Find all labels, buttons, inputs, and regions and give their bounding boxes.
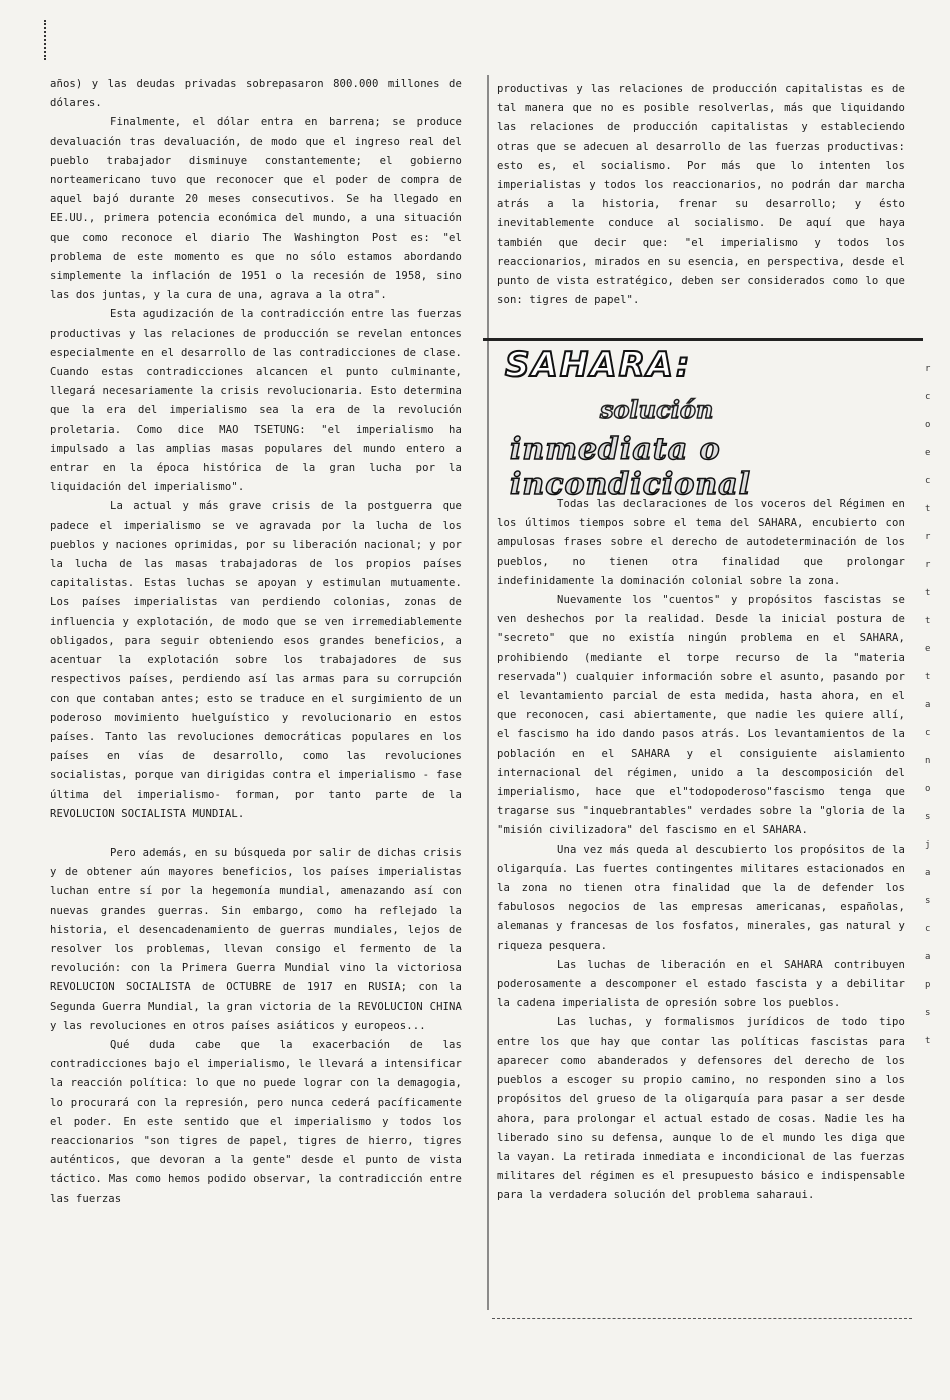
margin-glyph: a — [925, 700, 931, 710]
margin-glyph: e — [925, 448, 931, 458]
margin-glyph: r — [925, 364, 931, 374]
margin-glyph: e — [925, 644, 931, 654]
paragraph: Pero además, en su búsqueda por salir de dichas crisis y de obtener aún mayores beneficios, los países imperialistas luchan entre sí por la hegemonía mundial, amenazando así con nuevas grandes guerras. Sin embargo, como ha reflejado la historia, el desencadenamiento de guerras mundiales, lejos de resolver los problemas, llevan consigo el fermento de la revolución: con la Primera Guerra Mundial vino la victoriosa REVOLUCION SOCIALISTA de OCTUBRE de 1917 en RUSIA; con la Segunda Guerra Mundial, la gran victoria de la REVOLUCION CHINA y las revoluciones en otros países asiáticos y europeos... — [50, 846, 462, 1032]
paragraph: Todas las declaraciones de los voceros del Régimen en los últimos tiempos sobre el tema del SAHARA, encubierto con ampulosas frases sobre el derecho de autodeterminación de los pueblos, no tienen otra finalidad que prolongar indefinidamente la dominación colonial sobre la zona. — [497, 498, 905, 587]
margin-glyph: c — [925, 476, 931, 486]
margin-glyph: s — [925, 1008, 931, 1018]
section-divider — [483, 338, 923, 341]
scan-artifact-line — [492, 1318, 912, 1321]
paragraph: Nuevamente los "cuentos" y propósitos fascistas se ven deshechos por la realidad. Desde la inicial postura de "secreto" que no existía ningún problema en el SAHARA, prohibiendo (mediante el torpe recurso de la "materia reservada") cualquier información sobre el asunto, pasando por el levantamiento parcial de esta medida, hasta ahora, en el que reconocen, casi abiertamente, que nadie les quiere allí, el fascismo ha ido dando pasos atrás. Los levantamientos de la población en el SAHARA y el consiguiente aislamiento internacional del régimen, unido a la descomposición del imperialismo, hace que el"todopoderoso"fascismo tenga que tragarse sus "inquebrantables" verdades sobre la "gloria de la "misión civilizadora" del fascismo en el SAHARA. — [497, 594, 905, 837]
margin-glyph: a — [925, 952, 931, 962]
margin-glyph: a — [925, 868, 931, 878]
right-column-top — [497, 80, 905, 310]
right-column-bottom — [497, 495, 905, 1206]
margin-glyph: o — [925, 420, 931, 430]
scan-artifact-mark — [44, 20, 49, 60]
margin-glyph: c — [925, 392, 931, 402]
paragraph: Una vez más queda al descubierto los propósitos de la oligarquía. Las fuertes contingentes militares estacionados en la zona no tienen otra finalidad que la de defender los fabulosos negocios de las empresas americanas, españolas, alemanas y francesas de los fosfatos, minerales, gas natural y riqueza pesquera. — [497, 843, 905, 952]
paragraph: Las luchas de liberación en el SAHARA contribuyen poderosamente a descomponer el estado fascista y a debilitar la cadena imperialista de opresión sobre los pueblos. — [497, 958, 905, 1010]
paragraph: productivas y las relaciones de producción capitalistas es de tal manera que no es posible resolverlas, más que liquidando las relaciones de producción capitalistas y estableciendo otras que se adecuen al desarrollo de las fuerzas productivas: esto es, el socialismo. Por más que lo intenten los imperialistas y todos los reaccionarios, no podrán dar marcha atrás a la historia, frenar su desarrollo; y ésto inevitablemente conduce al socialismo. De aquí que haya también que decir que: "el imperialismo y todos los reaccionarios, mirados en su esencia, en perspectiva, desde el punto de vista estratégico, deben ser considerados como lo que son: tigres de papel". — [497, 83, 905, 307]
column-divider — [487, 75, 489, 1310]
margin-glyph: s — [925, 812, 931, 822]
margin-glyph: t — [925, 504, 931, 514]
margin-bleed-through-text — [925, 355, 950, 1055]
margin-glyph: r — [925, 560, 931, 570]
margin-glyph: c — [925, 924, 931, 934]
margin-glyph: c — [925, 728, 931, 738]
margin-glyph: o — [925, 784, 931, 794]
paragraph: La actual y más grave crisis de la postguerra que padece el imperialismo se ve agravada por la lucha de los pueblos y naciones oprimidas, por su liberación nacional; y por la lucha de las masas trabajadoras de los propios países capitalistas. Estas luchas se apoyan y estimulan mutuamente. Los países imperialistas van perdiendo colonias, zonas de influencia y explotación, de modo que se ven irremediablemente obligados, para seguir obteniendo esos grandes beneficios, a acentuar la explotación sobre los trabajadores de sus respectivos países, perdiendo así las armas para su corrupción con que contaban antes; esto se traduce en el surgimiento de un poderoso movimiento huelguístico y revolucionario en estos países. Tanto las revoluciones democráticas populares en los países en vías de desarrollo, como las revoluciones socialistas, porque van dirigidas contra el imperialismo - fase última del imperialismo- forman, por tanto parte de la REVOLUCION SOCIALISTA MUNDIAL. — [50, 500, 462, 820]
margin-glyph: t — [925, 672, 931, 682]
margin-glyph: r — [925, 532, 931, 542]
sahara-heading-title: SAHARA: — [505, 345, 692, 385]
margin-glyph: p — [925, 980, 931, 990]
margin-glyph: t — [925, 588, 931, 598]
paragraph: Las luchas, y formalismos jurídicos de todo tipo entre los que hay que contar las políticas fascistas para aparecer como abanderados y defensores del derecho de los pueblos a escoger su propio camino, no responden sino a los propósitos del grueso de la oligarquía para pasar a ser desde ahora, para prolongar el actual estado de cosas. Nadie les ha liberado sino su defensa, aunque lo de el mundo les diga que la vayan. La retirada inmediata e incondicional de las fuerzas militares del régimen es el presupuesto básico e indispensable para la verdadera solución del problema saharaui. — [497, 1016, 905, 1202]
paragraph: Esta agudización de la contradicción entre las fuerzas productivas y las relaciones de producción se revelan entonces especialmente en el desarrollo de las contradicciones de clase. Cuando estas contradicciones alcancen el punto culminante, llegará necesariamente la crisis revolucionaria. Esto determina que la era del imperialismo sea la era de la revolución proletaria. Como dice MAO TSETUNG: "el imperialismo ha impulsado a las amplias masas populares del mundo entero a entrar en la época histórica de la gran lucha por la liquidación del imperialismo". — [50, 308, 462, 494]
margin-glyph: s — [925, 896, 931, 906]
margin-glyph: j — [925, 840, 931, 850]
sahara-heading-line1: solución — [600, 395, 714, 424]
paragraph: Qué duda cabe que la exacerbación de las contradicciones bajo el imperialismo, le llevará a intensificar la reacción política: lo que no puede lograr con la demagogia, lo procurará con la represión, pero nunca cederá pacíficamente el poder. En este sentido que el imperialismo y todos los reaccionarios "son tigres de papel, tigres de hierro, tigres auténticos, que devoran a la gente" desde el punto de vista táctico. Mas como hemos podido observar, la contradicción entre las fuerzas — [50, 1038, 462, 1205]
paragraph: Finalmente, el dólar entra en barrena; se produce devaluación tras devaluación, de modo que el ingreso real del pueblo trabajador disminuye constantemente; el gobierno norteamericano tuvo que reconocer que el poder de compra de aquel bajó durante 20 meses consecutivos. Se ha llegado en EE.UU., primera potencia económica del mundo, a una situación que como reconoce el diario The Washington Post es: "el problema de este momento es que no sólo estamos abordando simplemente la inflación de 1951 o la recesión de 1958, sino las dos juntas, y la cura de una, agrava a la otra". — [50, 116, 462, 302]
sahara-heading-line2: inmediata o incondicional — [510, 432, 751, 502]
margin-glyph: n — [925, 756, 931, 766]
margin-glyph: t — [925, 1036, 931, 1046]
margin-glyph: t — [925, 616, 931, 626]
left-column — [50, 75, 462, 1209]
paragraph: años) y las deudas privadas sobrepasaron 800.000 millones de dólares. — [50, 78, 462, 110]
